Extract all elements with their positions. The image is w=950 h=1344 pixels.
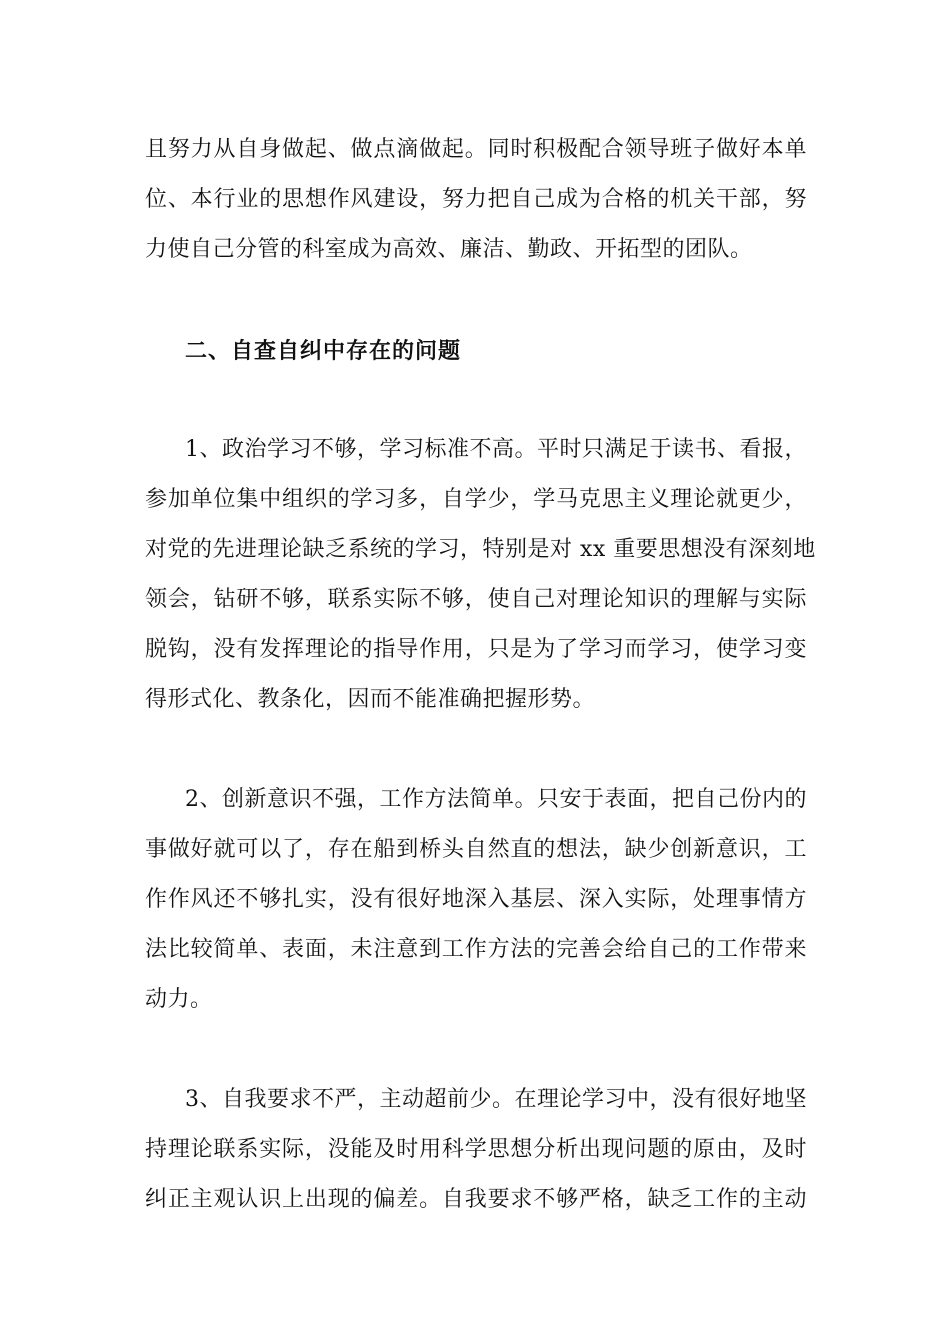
p1-line-6: 得形式化、教条化，因而不能准确把握形势。	[145, 687, 596, 712]
p3-line-2: 持理论联系实际，没能及时用科学思想分析出现问题的原由，及时	[145, 1137, 807, 1162]
p2-line-2: 事做好就可以了，存在船到桥头自然直的想法，缺少创新意识，工	[145, 837, 807, 862]
p2-line-5: 动力。	[145, 987, 213, 1012]
section-heading: 二、自查自纠中存在的问题	[185, 338, 462, 364]
p1-line-1: 1、政治学习不够，学习标准不高。平时只满足于读书、看报，	[185, 437, 807, 462]
p1-line-3: 对党的先进理论缺乏系统的学习，特别是对 xx 重要思想没有深刻地	[145, 537, 816, 562]
p2-line-3: 作作风还不够扎实，没有很好地深入基层、深入实际，处理事情方	[145, 887, 807, 912]
intro-line-1: 且努力从自身做起、做点滴做起。同时积极配合领导班子做好本单	[145, 137, 807, 162]
p2-line-1: 2、创新意识不强，工作方法简单。只安于表面，把自己份内的	[185, 787, 807, 812]
p1-line-4: 领会，钻研不够，联系实际不够，使自己对理论知识的理解与实际	[145, 587, 807, 612]
p2-line-4: 法比较简单、表面，未注意到工作方法的完善会给自己的工作带来	[145, 937, 807, 962]
p3-line-3: 纠正主观认识上出现的偏差。自我要求不够严格，缺乏工作的主动	[145, 1187, 807, 1212]
intro-line-2: 位、本行业的思想作风建设，努力把自己成为合格的机关干部，努	[145, 187, 807, 212]
intro-line-3: 力使自己分管的科室成为高效、廉洁、勤政、开拓型的团队。	[145, 237, 753, 262]
p1-line-2: 参加单位集中组织的学习多，自学少，学马克思主义理论就更少，	[145, 487, 807, 512]
p1-line-5: 脱钩，没有发挥理论的指导作用，只是为了学习而学习，使学习变	[145, 637, 807, 662]
p3-line-1: 3、自我要求不严，主动超前少。在理论学习中，没有很好地坚	[185, 1087, 807, 1112]
